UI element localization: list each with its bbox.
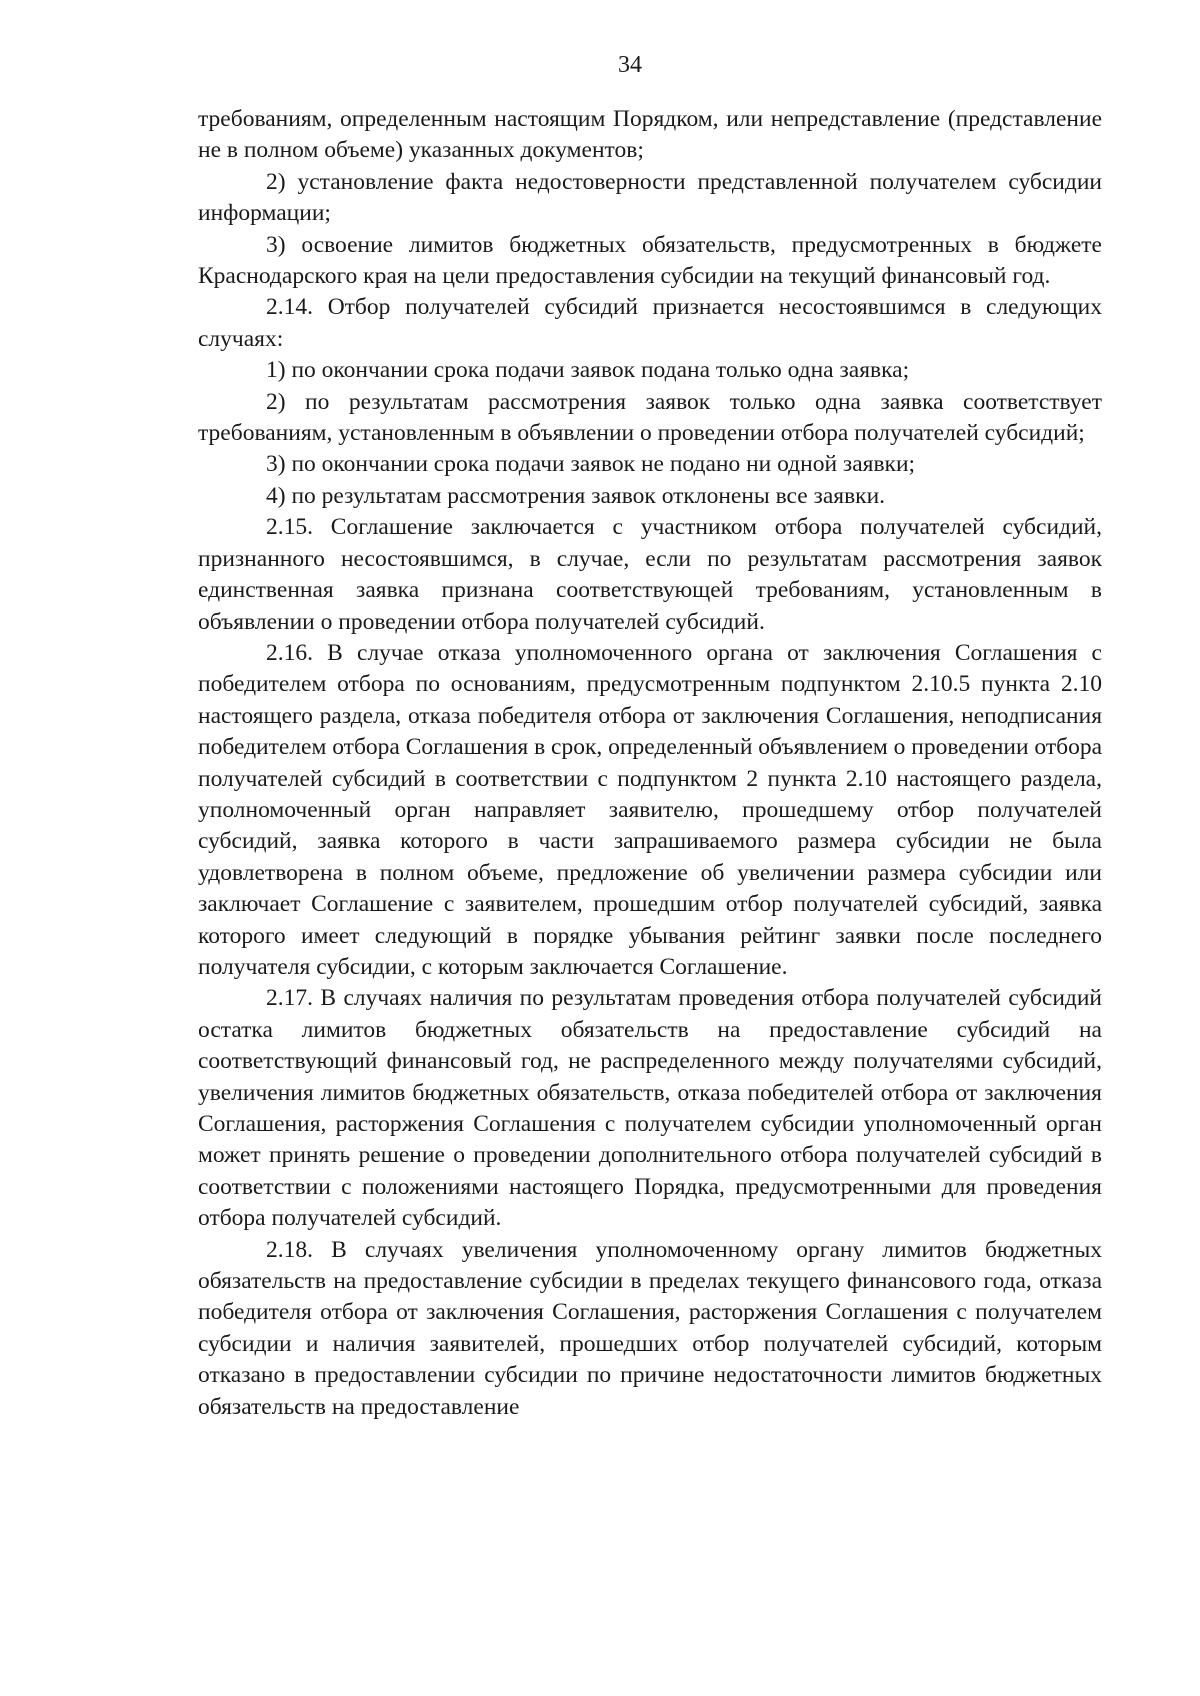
paragraph-2-15: 2.15. Соглашение заключается с участником отбора получателей субсидий, признанного несостоявшимся, в случае, если по результатам рассмотрения заявок единственная заявка признана соответствующей требованиям, установленным в объявлении о проведении отбора получателей субсидий. [198, 514, 1102, 635]
paragraph-item-3: 3) освоение лимитов бюджетных обязательств, предусмотренных в бюджете Краснодарского края на цели предоставления субсидии на текущий финансовый год. [198, 231, 1102, 290]
paragraph-2-14: 2.14. Отбор получателей субсидий признается несостоявшимся в следующих случаях: [198, 294, 1102, 352]
paragraph-2-17: 2.17. В случаях наличия по результатам проведения отбора получателей субсидий остатка лимитов бюджетных обязательств на предоставление субсидий на соответствующий финансовый год, не распределенного между получателями субсидий, увеличения лимитов бюджетных обязательств, отказа победителей отбора от заключения Соглашения, расторжения Соглашения с получателем субсидии уполномоченный орган может принять решение о проведении дополнительного отбора получателей субсидий в соответствии с положениями настоящего Порядка, предусмотренными для проведения отбора получателей субсидий. [198, 985, 1102, 1232]
paragraph-2-14-item-3: 3) по окончании срока подачи заявок не подано ни одной заявки; [266, 451, 916, 478]
paragraph-2-14-item-1: 1) по окончании срока подачи заявок подана только одна заявка; [266, 357, 910, 384]
paragraph-2-14-item-2: 2) по результатам рассмотрения заявок только одна заявка соответствует требованиям, установленным в объявлении о проведении отбора получателей субсидий; [198, 388, 1102, 447]
paragraph-2-18: 2.18. В случаях увеличения уполномоченному органу лимитов бюджетных обязательств на предоставление субсидии в пределах текущего финансового года, отказа победителя отбора от заключения Соглашения, расторжения Соглашения с получателем субсидии и наличия заявителей, прошедших отбор получателей субсидий, которым отказано в предоставлении субсидии по причине недостаточности лимитов бюджетных обязательств на предоставление [198, 1236, 1102, 1420]
page-number: 34 [618, 52, 642, 78]
paragraph-item-2: 2) установление факта недостоверности представленной получателем субсидии информации; [198, 168, 1102, 227]
document-body [198, 104, 1102, 1423]
paragraph-2-16: 2.16. В случае отказа уполномоченного органа от заключения Соглашения с победителем отбора по основаниям, предусмотренным подпунктом 2.10.5 пункта 2.10 настоящего раздела, отказа победителя отбора от заключения Соглашения, неподписания победителем отбора Соглашения в срок, определенный объявлением о проведении отбора получателей субсидий в соответствии с подпунктом 2 пункта 2.10 настоящего раздела, уполномоченный орган направляет заявителю, прошедшему отбор получателей субсидий, заявка которого в части запрашиваемого размера субсидии не была удовлетворена в полном объеме, предложение об увеличении размера субсидии или заключает Соглашение с заявителем, прошедшим отбор получателей субсидий, заявка которого имеет следующий в порядке убывания рейтинг заявки после последнего получателя субсидии, с которым заключается Соглашение. [198, 639, 1103, 980]
paragraph-continuation: требованиям, определенным настоящим Порядком, или непредставление (представление не в полном объеме) указанных документов; [198, 106, 1102, 164]
paragraph-2-14-item-4: 4) по результатам рассмотрения заявок отклонены все заявки. [266, 482, 886, 509]
